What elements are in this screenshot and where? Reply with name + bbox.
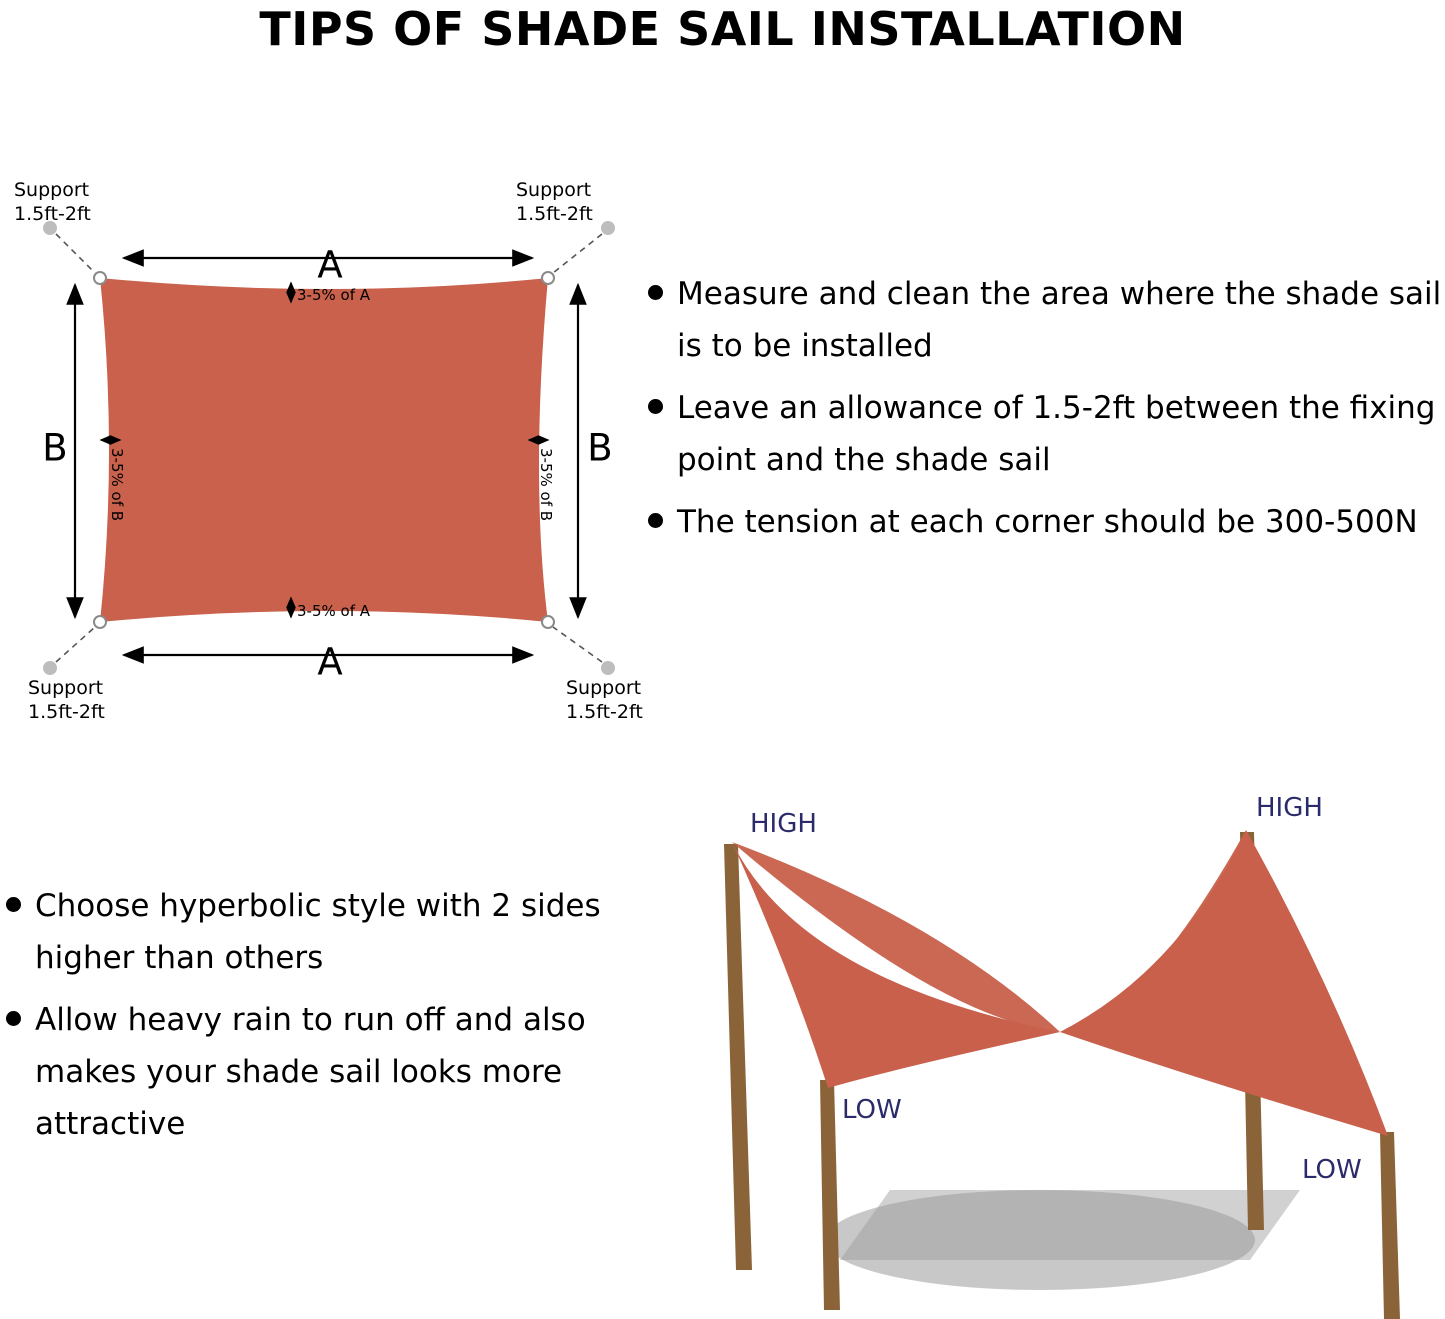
list-item (648, 496, 1445, 548)
label-curve-right: 3-5% of B (537, 448, 555, 522)
support-label-tl-line2: 1.5ft-2ft (14, 203, 91, 225)
list-item (0, 994, 640, 1150)
top-diagram-container (0, 150, 680, 730)
cable-br (553, 627, 602, 662)
corner-ring-tr (542, 272, 554, 284)
bullet-dot-icon (648, 399, 663, 414)
label-low-left: LOW (842, 1095, 902, 1125)
label-high-right: HIGH (1256, 793, 1323, 823)
label-a-bottom: A (317, 640, 343, 684)
label-curve-top: 3-5% of A (297, 286, 371, 304)
support-label-br-line1: Support (566, 677, 642, 699)
label-a-top: A (317, 243, 343, 287)
support-anchor-br (601, 661, 615, 675)
post-low-right (1380, 1132, 1400, 1319)
tips-list-bottom (0, 880, 640, 1160)
list-item (0, 880, 640, 984)
list-item-text: Leave an allowance of 1.5-2ft between the fixing point and the shade sail (677, 390, 1436, 478)
label-b-left: B (42, 426, 68, 470)
corner-ring-bl (94, 616, 106, 628)
support-label-tl-line1: Support (14, 179, 90, 201)
post-high-left (724, 844, 752, 1270)
list-item (648, 268, 1445, 372)
support-label-bl-line2: 1.5ft-2ft (28, 701, 105, 723)
label-high-left: HIGH (750, 809, 817, 839)
tips-list-right (648, 268, 1445, 558)
cable-bl (56, 627, 95, 662)
sail-shape (100, 278, 548, 622)
list-item (648, 382, 1445, 486)
label-b-right: B (587, 426, 613, 470)
page-title: TIPS OF SHADE SAIL INSTALLATION (259, 2, 1186, 56)
post-low-left (820, 1080, 840, 1310)
list-item-text: Measure and clean the area where the shade sail is to be installed (677, 276, 1442, 364)
bullet-dot-icon (648, 513, 663, 528)
cable-tr (553, 234, 602, 273)
bullet-dot-icon (6, 1011, 21, 1026)
list-item-text: Choose hyperbolic style with 2 sides higher than others (35, 888, 601, 976)
support-label-bl-line1: Support (28, 677, 104, 699)
list-item-text: The tension at each corner should be 300-500N (677, 504, 1418, 540)
support-anchor-tr (601, 221, 615, 235)
label-curve-bottom: 3-5% of A (297, 602, 371, 620)
label-low-right: LOW (1302, 1155, 1362, 1185)
corner-ring-tl (94, 272, 106, 284)
support-anchor-bl (43, 661, 57, 675)
cable-tl (56, 234, 95, 273)
bottom-diagram-container (640, 770, 1445, 1319)
support-label-br-line2: 1.5ft-2ft (566, 701, 643, 723)
bullet-dot-icon (6, 897, 21, 912)
bullet-dot-icon (648, 285, 663, 300)
support-label-tr-line1: Support (516, 179, 592, 201)
label-curve-left: 3-5% of B (108, 448, 126, 522)
sail-lobe-right (1060, 830, 1388, 1136)
list-item-text: Allow heavy rain to run off and also makes your shade sail looks more attractive (35, 1002, 586, 1142)
ground-shadow-poly (840, 1190, 1300, 1260)
support-label-tr-line2: 1.5ft-2ft (516, 203, 593, 225)
corner-ring-br (542, 616, 554, 628)
